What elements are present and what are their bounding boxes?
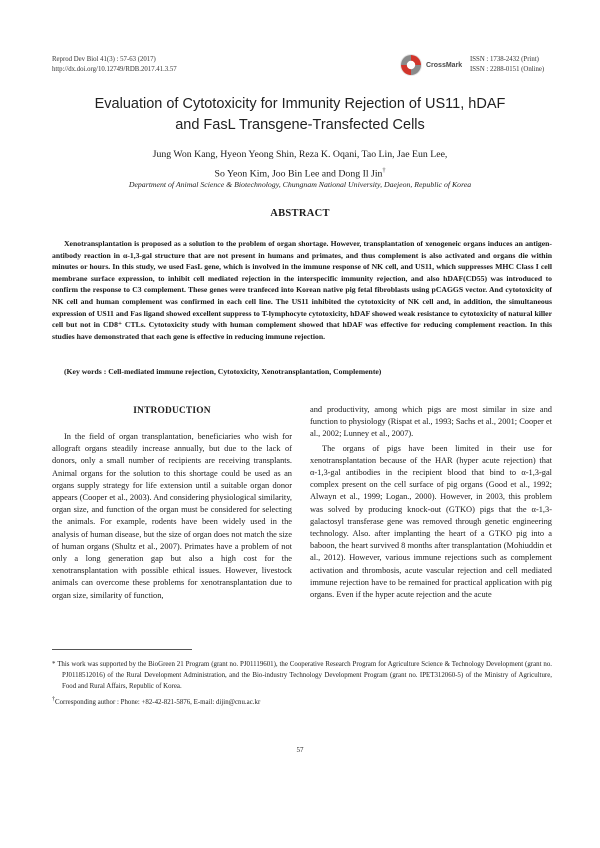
funding-text: This work was supported by the BioGreen 21 Program (grant no. PJ01119601), the Cooperative Research Program for Agriculture Science & Technology Development (grant no. PJ0118512016) of the Rural Development Administration, and the Bio-industry Technology Development Program (grant no. IPET312060-5) of the Ministry of Agriculture, Food and Rural Affairs, Republic of Korea. (57, 661, 552, 691)
crossmark-label: CrossMark (426, 61, 463, 69)
issn-block (470, 55, 544, 75)
title-line-2: and FasL Transgene-Transfected Cells (175, 117, 425, 133)
right-column (310, 404, 552, 603)
corresponding-footnote (52, 697, 552, 708)
crossmark-badge[interactable] (399, 52, 463, 78)
doi-link[interactable]: http://dx.doi.org/10.12749/RDB.2017.41.3.57 (52, 66, 177, 73)
authors-line-1: Jung Won Kang, Hyeon Yeong Shin, Reza K. Oqani, Tao Lin, Jae Eun Lee, (152, 149, 448, 160)
keywords: (Key words : Cell-mediated immune rejection, Cytotoxicity, Xenotransplantation, Complemente) (64, 367, 382, 376)
introduction-heading: INTRODUCTION (133, 406, 211, 416)
issn-online: ISSN : 2288-0151 (Online) (470, 66, 545, 73)
abstract-heading: ABSTRACT (270, 208, 330, 219)
funding-mark: * (52, 661, 56, 668)
corresponding-author-mark: † (382, 168, 386, 174)
crossmark-icon (399, 53, 423, 77)
funding-footnote (52, 659, 552, 693)
intro-paragraph-1: In the field of organ transplantation, beneficiaries who wish for allograft organs steadily increase annually, but due to the lack of donors, only a small number of recipients are receiving transplants. Animal organs for the solution to this shortage could be used as an organs supply strategy for life extension until a suitable organ donor appears (Cooper et al., 2003). And considering physiological similarity, organ size, and function of the organ must be considered for selecting the animals. For example, rodents have been widely used in the analysis of human disease, but the size of organ does not match the size of human organs (Shultz et al., 2007). Primates have a problem of not only a long generation gap but also a high cost for the xenotransplantation with possible ethical issues. However, livestock animals can overcome these problems for xenotransplantation due to organ size, similarity of function, (52, 432, 292, 600)
abstract-body: Xenotransplantation is proposed as a solution to the problem of organ shortage. However, transplantation of xenogeneic organs induces an antigen-antibody reaction in α-1,3-gal structure that are not present in humans and primates, and thus complement is also activated and organs die within minutes or hours. In this study, we used FasL gene, which is involved in the immune response of NK cell, and US11, which suppresses MHC Class I cell membrane surface expression, to inhibit cell mediated rejection in the interspecific immunity rejection, and also hDAF(CD55) was introduced to confirm the response to C3 complement. These genes were tranfeced into Korean native pig fetal fibroblasts using pCAGGS vector. And cytotoxicity of NK cell and human complement was confirmed in each cell line. The US11 inhibited the cytotoxicity of NK cell and, in addition, the simultaneous expression of US11 and Fas ligand showed excellent suppress to T-lymphocyte cytotoxicity, hDAF showed weak resistance to cytotoxicity of natural killer cell but not in CD8⁺ CTLs. Cytotoxicity study with human complement showed that hDAF was effective for reducing complement reaction. In this studies have demonstrated that each gene is effective in reducing immune rejection. (52, 239, 552, 341)
page-number: 57 (296, 746, 304, 754)
title-line-1: Evaluation of Cytotoxicity for Immunity Rejection of US11, hDAF (94, 96, 506, 112)
author-list (40, 146, 560, 182)
issn-print: ISSN : 1738-2432 (Print) (470, 56, 539, 63)
authors-line-2-text: So Yeon Kim, Joo Bin Lee and Dong Il Jin (214, 168, 383, 180)
footnotes (52, 659, 552, 712)
journal-citation (52, 55, 177, 75)
intro-paragraph-2: The organs of pigs have been limited in their use for xenotransplantation because of the HAR (hyper acute rejection) that α-1,3-gal antibodies in the recipient blood that bind to α-1,3-gal complex present on the cell surface of pig organs (Good et al., 1992; Alwayn et al., 1999; Logan., 2000). However, in 2003, this problem was solved by producing knock-out (GTKO) pigs that the α-1,3-galactosyl transferase gene was removed through genetic engineering technology. Also. after implanting the heart of a GTKO pig into a baboon, the heart survived 8 months after transplantation (Mohiuddin et al., 2012). However, various immune rejections such as complement activation and thrombosis, acute vascular rejection and cell mediated immune rejection have to be remained for practical application with pig organs. Even if the hyper acute rejection and the acute (310, 443, 552, 600)
article-title (40, 94, 560, 136)
footnote-divider (52, 649, 192, 650)
affiliation: Department of Animal Science & Biotechnology, Chungnam National University, Daejeon, Republic of Korea (128, 180, 472, 189)
journal-volume: Reprod Dev Biol 41(3) : 57-63 (2017) (52, 56, 156, 63)
corresponding-footnote-mark: † (52, 696, 55, 703)
intro-paragraph-1-continued: and productivity, among which pigs are most similar in size and function to physiology (Rispat et al., 1993; Sachs et al., 2001; Cooper et al., 2002; Lunney et al., 2007). (310, 405, 552, 439)
corresponding-text: Corresponding author : Phone: +82-42-821-5876, E-mail: dijin@cnu.ac.kr (55, 698, 261, 706)
left-column (52, 402, 292, 604)
